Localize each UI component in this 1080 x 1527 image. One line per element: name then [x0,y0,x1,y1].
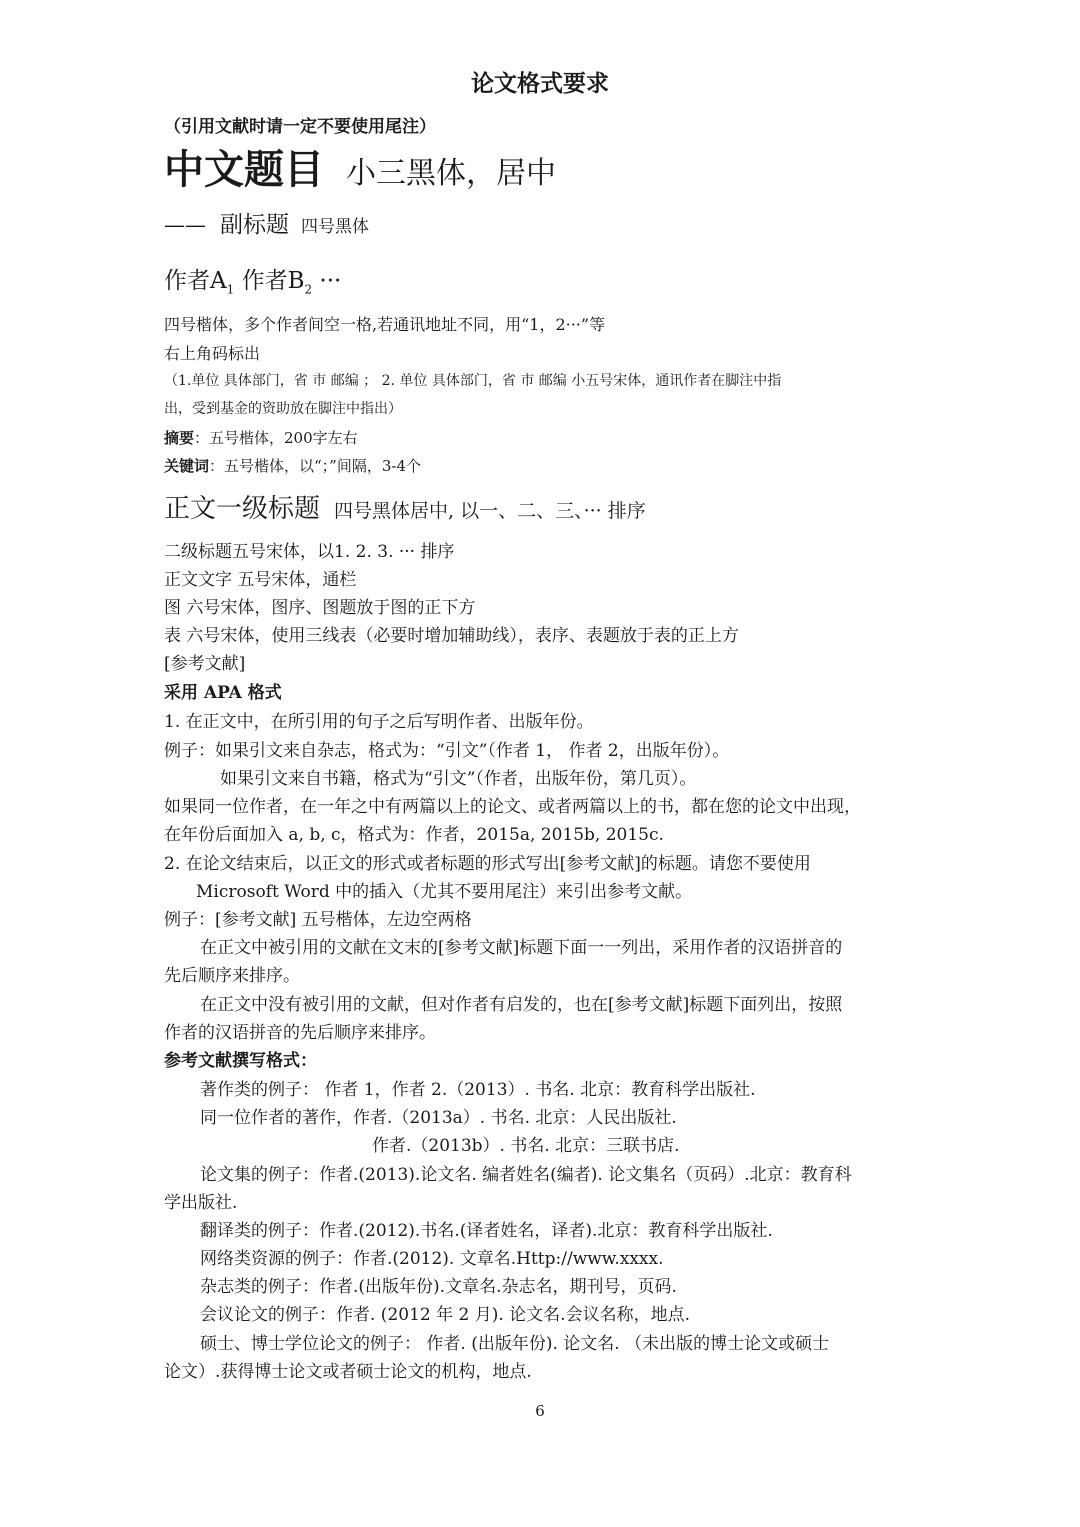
reference-example-line: 会议论文的例子：作者. (2012 年 2 月). 论文名.会议名称，地点. [200,1305,690,1325]
apa-line: 在正文中被引用的文献在文末的[参考文献]标题下面一一列出，采用作者的汉语拼音的 [200,938,843,958]
abstract-line [164,429,358,447]
keywords-label: 关键词 [164,457,210,475]
reference-example-line: 硕士、博士学位论文的例子： 作者. (出版年份). 论文名. （未出版的博士论文或硕士 [200,1334,830,1354]
reference-format-heading: 参考文献撰写格式： [164,1051,317,1071]
keywords-line [164,457,421,475]
apa-line: 在正文中没有被引用的文献，但对作者有启发的，也在[参考文献]标题下面列出，按照 [200,995,843,1015]
reference-example-line: 作者.（2013b）. 书名. 北京：三联书店. [372,1136,680,1156]
reference-example-line: 翻译类的例子：作者.(2012).书名.(译者姓名，译者).北京：教育科学出版社. [200,1221,773,1241]
apa-line: 2. 在论文结束后，以正文的形式或者标题的形式写出[参考文献]的标题。请您不要使用 [164,854,811,874]
body-line: 表 六号宋体，使用三线表（必要时增加辅助线），表序、表题放于表的正上方 [164,626,739,646]
reference-example-line: 论文）.获得博士论文或者硕士论文的机构，地点. [164,1362,532,1382]
chinese-title-big: 中文题目 [164,147,324,193]
reference-example-line: 著作类的例子： 作者 1，作者 2.（2013）. 书名. 北京：教育科学出版社. [200,1080,756,1100]
chinese-title-line [164,146,556,194]
author-a-sub: 1 [226,282,235,297]
reference-example-line: 同一位作者的著作，作者.（2013a）. 书名. 北京：人民出版社. [200,1108,677,1128]
authors-line [164,268,341,297]
body-line: 图 六号宋体，图序、图题放于图的正下方 [164,598,476,618]
apa-line: 例子：如果引文来自杂志，格式为：“引文”（作者 1， 作者 2，出版年份）。 [164,741,730,761]
apa-line: 作者的汉语拼音的先后顺序来排序。 [164,1023,436,1043]
reference-example-line: 论文集的例子：作者.(2013).论文名. 编者姓名(编者). 论文集名（页码）.北京：教育科 [200,1165,852,1185]
apa-line: 例子：[参考文献] 五号楷体，左边空两格 [164,910,472,930]
author-ellipsis: ··· [312,268,342,294]
reference-example-line: 杂志类的例子：作者.(出版年份).文章名.杂志名，期刊号，页码. [200,1277,677,1297]
subtitle-note: 四号黑体 [301,217,369,237]
body-line: [参考文献] [164,654,246,674]
subtitle-dash: —— [164,213,206,237]
document-title: 论文格式要求 [471,70,609,97]
level1-heading-line [164,494,646,525]
apa-line: Microsoft Word 中的插入（尤其不要用尾注）来引出参考文献。 [196,882,693,902]
chinese-title-small: 小三黑体，居中 [346,156,556,191]
apa-line: 先后顺序来排序。 [164,966,300,986]
citation-note: （引用文献时请一定不要使用尾注） [164,117,436,137]
affiliation-line: （1.单位 具体部门，省 市 邮编 ； 2. 单位 具体部门，省 市 邮编 小五号宋体，通讯作者在脚注中指 [164,373,782,389]
level1-heading-note: 四号黑体居中, 以一、二、三、··· 排序 [334,500,646,522]
apa-line: 在年份后面加入 a, b, c，格式为：作者，2015a, 2015b, 2015c. [164,825,664,845]
apa-line: 如果同一位作者，在一年之中有两篇以上的论文、或者两篇以上的书，都在您的论文中出现， [164,797,861,817]
abstract-text: ：五号楷体，200字左右 [194,429,358,447]
body-line: 二级标题五号宋体，以1. 2. 3. ··· 排序 [164,542,455,562]
apa-heading: 采用 APA 格式 [164,683,282,703]
abstract-label: 摘要 [164,429,195,447]
page-number: 6 [535,1402,545,1420]
author-b-sub: 2 [304,282,313,297]
affiliation-line: 出，受到基金的资助放在脚注中指出） [164,401,402,417]
reference-example-line: 网络类资源的例子：作者.(2012). 文章名.Http://www.xxxx. [200,1249,664,1269]
apa-line: 1. 在正文中，在所引用的句子之后写明作者、出版年份。 [164,712,594,732]
apa-line: 如果引文来自书籍，格式为“引文”（作者，出版年份，第几页）。 [220,769,697,789]
author-a: 作者A [164,268,227,294]
subtitle-line [164,212,369,240]
author-b: 作者B [234,268,305,294]
reference-example-line: 学出版社. [164,1193,238,1213]
body-line: 正文文字 五号宋体，通栏 [164,570,357,590]
author-note-line: 四号楷体，多个作者间空一格,若通讯地址不同，用“1，2···”等 [164,315,606,334]
subtitle-text: 副标题 [220,212,289,238]
author-note-line: 右上角码标出 [164,344,261,363]
level1-heading: 正文一级标题 [164,494,321,524]
keywords-text: ：五号楷体，以“；”间隔，3-4个 [209,457,422,475]
